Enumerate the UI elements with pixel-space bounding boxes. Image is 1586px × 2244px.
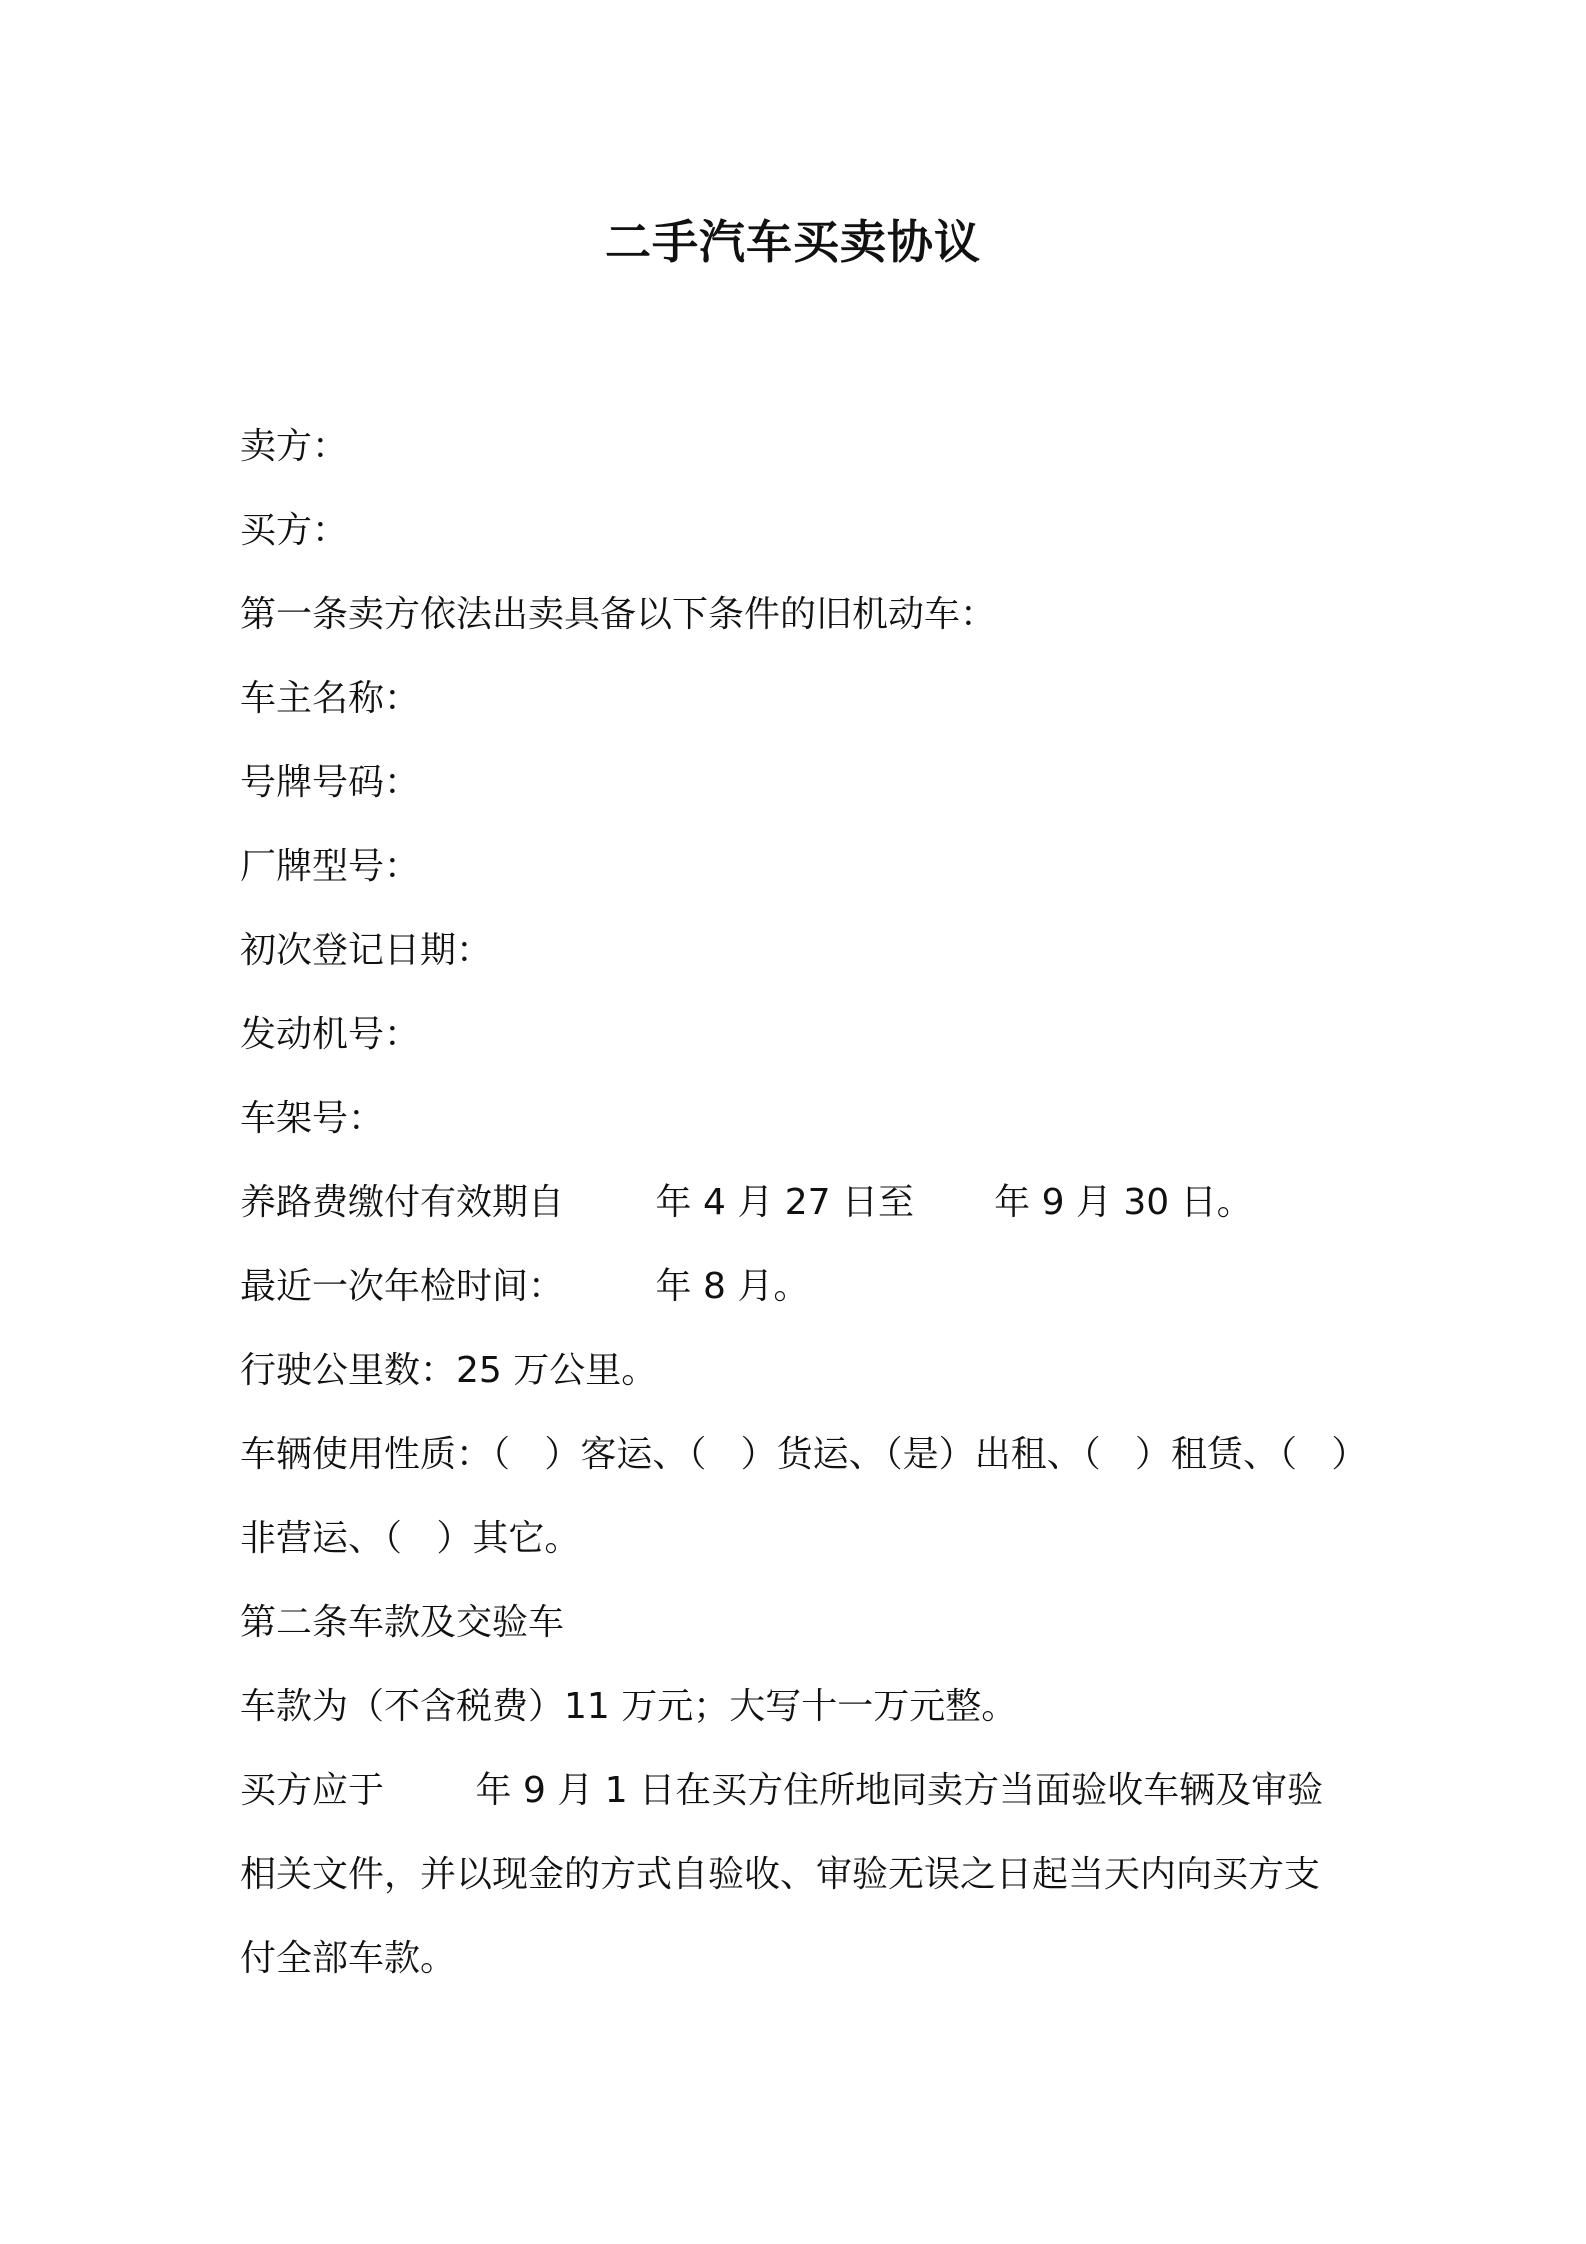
article-one-heading: 第一条卖方依法出卖具备以下条件的旧机动车： (240, 594, 997, 635)
document-title: 二手汽车买卖协议 (605, 215, 981, 269)
plate-number-line: 号牌号码： (240, 762, 421, 803)
seller-line: 卖方： (240, 426, 349, 467)
usage-nature-line-continued: 非营运、（ ）其它。 (240, 1518, 581, 1559)
engine-number-line: 发动机号： (240, 1014, 421, 1055)
document-body (240, 405, 1368, 2001)
first-registration-date-line: 初次登记日期： (240, 930, 493, 971)
mileage-line: 行驶公里数：25 万公里。 (240, 1350, 658, 1391)
last-inspection-line: 最近一次年检时间： 年 8 月。 (240, 1266, 810, 1307)
inspection-clause-line-2: 相关文件，并以现金的方式自验收、审验无误之日起当天内向买方支 (240, 1854, 1321, 1895)
road-fee-validity-line: 养路费缴付有效期自 年 4 月 27 日至 年 9 月 30 日。 (240, 1182, 1253, 1223)
frame-number-line: 车架号： (240, 1098, 385, 1139)
article-two-heading: 第二条车款及交验车 (240, 1602, 565, 1643)
inspection-clause-line-1: 买方应于 年 9 月 1 日在买方住所地同卖方当面验收车辆及审验 (240, 1770, 1324, 1811)
owner-name-line: 车主名称： (240, 678, 421, 719)
buyer-line: 买方： (240, 510, 349, 551)
inspection-clause-line-3: 付全部车款。 (240, 1938, 457, 1979)
price-line: 车款为（不含税费）11 万元；大写十一万元整。 (240, 1686, 1018, 1727)
usage-nature-line: 车辆使用性质：（ ）客运、（ ）货运、（是）出租、（ ）租赁、（ ） (240, 1434, 1368, 1475)
brand-model-line: 厂牌型号： (240, 846, 421, 887)
